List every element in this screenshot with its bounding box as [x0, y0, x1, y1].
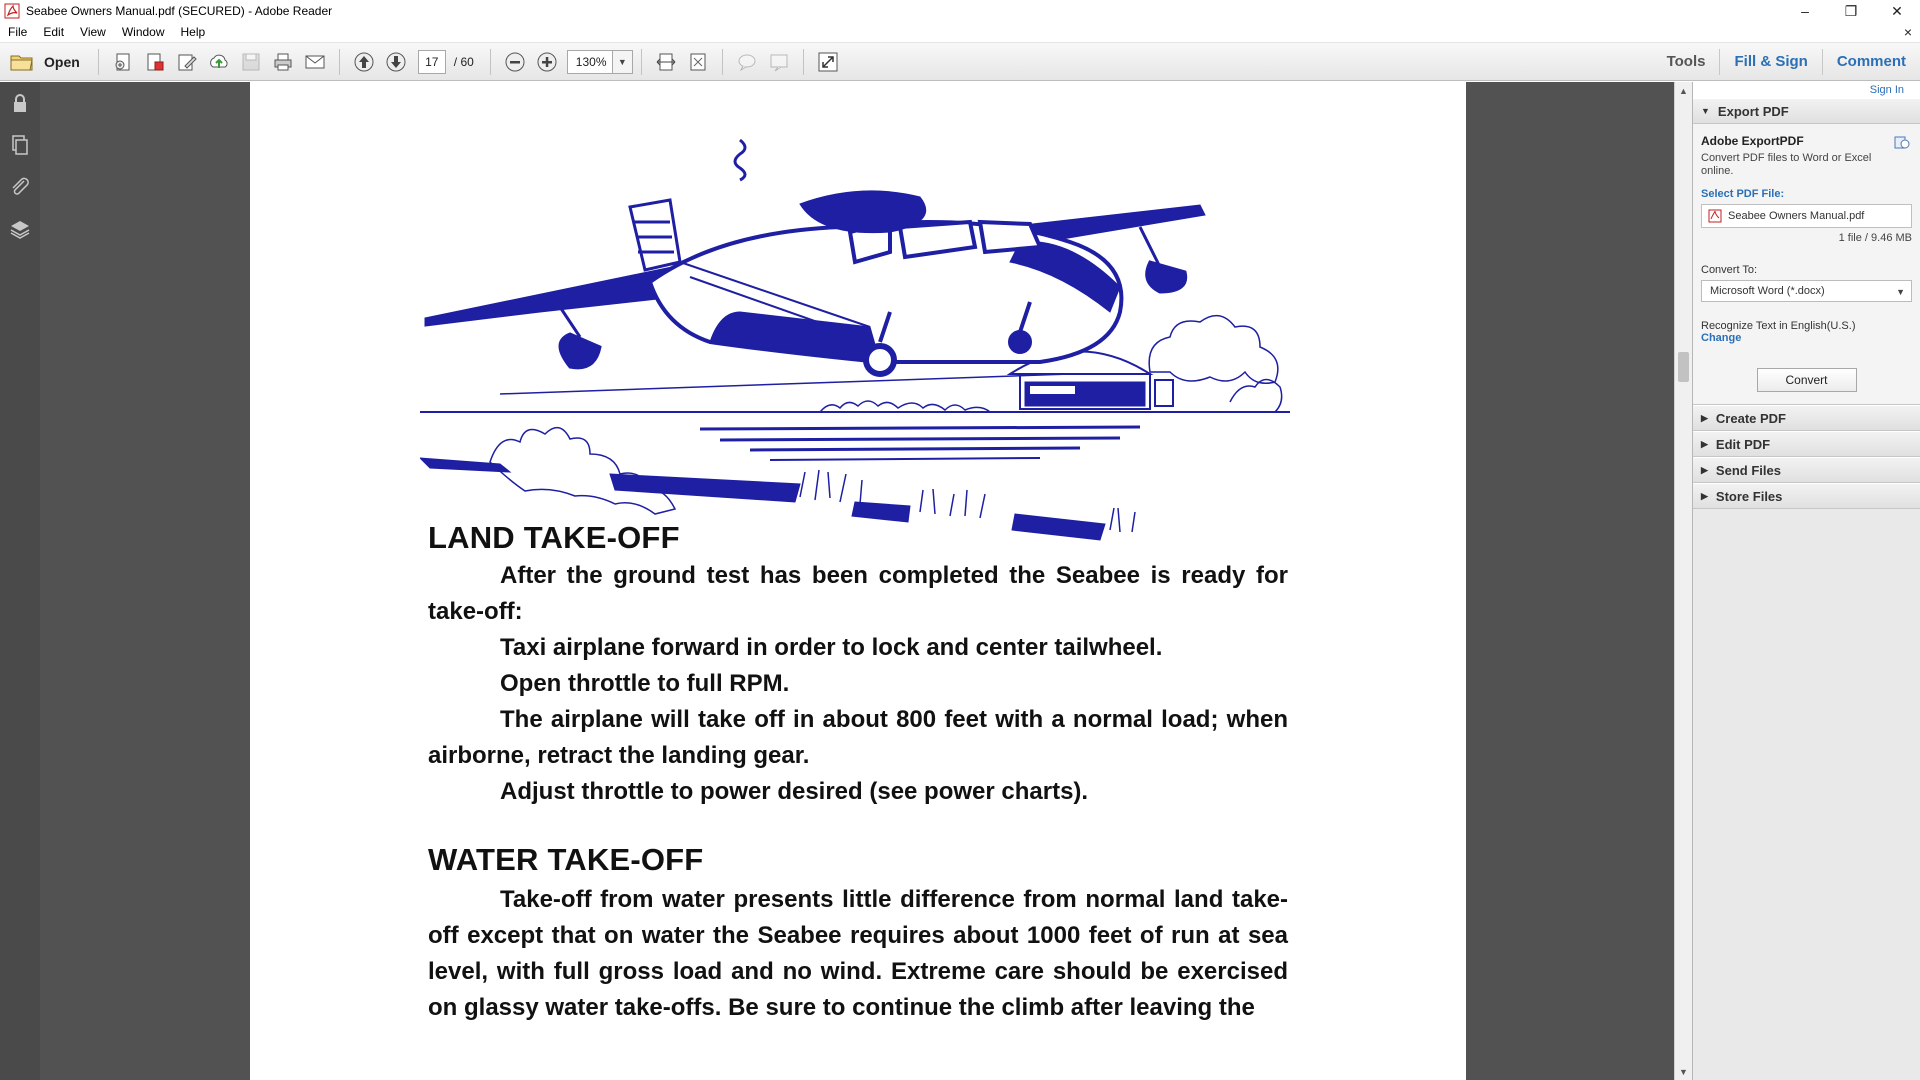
convert-to-label: Convert To:: [1701, 264, 1758, 276]
scroll-up-arrow-icon[interactable]: ▲: [1679, 85, 1688, 96]
document-view[interactable]: [40, 82, 1674, 1080]
comment-icon: [736, 51, 758, 73]
land-takeoff-paragraph-1: After the ground test has been completed the Seabee is ready for take-off:: [428, 562, 1288, 625]
zoom-select[interactable]: [567, 50, 633, 74]
menu-help[interactable]: Help: [180, 24, 206, 39]
water-takeoff-paragraph-1: Take-off from water presents little difference from normal land take-off except that on water the Seabee requires about 1000 feet of run at sea level, with full gross load and no wind. Extreme care should be exercised on glassy water take-offs. Be sure to continue the climb after leaving the: [428, 886, 1288, 1021]
convert-to-value: Microsoft Word (*.docx): [1710, 285, 1825, 297]
edit-button[interactable]: [172, 47, 202, 77]
previous-page-button[interactable]: [349, 47, 379, 77]
attachments-nav-button[interactable]: [0, 166, 40, 208]
open-label: Open: [44, 53, 80, 70]
minimize-button[interactable]: –: [1801, 3, 1809, 19]
seabee-airplane-illustration: [420, 112, 1290, 562]
create-pdf-section-header[interactable]: [1693, 405, 1920, 431]
page-number-input[interactable]: 17: [418, 50, 446, 74]
land-takeoff-paragraph-3: Open throttle to full RPM.: [500, 670, 790, 697]
change-language-link[interactable]: Change: [1701, 332, 1742, 344]
attachment-icon: [9, 176, 31, 198]
previous-page-icon: [353, 51, 375, 73]
sign-in-link[interactable]: Sign In: [1693, 82, 1920, 98]
menu-bar: [0, 22, 1920, 43]
file-size-info: 1 file / 9.46 MB: [1838, 232, 1912, 244]
scrollbar-thumb[interactable]: [1678, 352, 1689, 382]
email-button[interactable]: [300, 47, 330, 77]
pdf-file-icon: [1708, 209, 1722, 223]
edit-pdf-section-header[interactable]: [1693, 431, 1920, 457]
triangle-down-icon: ▼: [1701, 106, 1710, 116]
page-thumbnails-nav-button[interactable]: [0, 124, 40, 166]
next-page-icon: [385, 51, 407, 73]
tools-pane: [1692, 82, 1920, 1080]
edit-icon: [176, 51, 198, 73]
convert-to-select[interactable]: [1701, 280, 1912, 302]
triangle-right-icon: ▶: [1701, 412, 1708, 423]
fill-sign-pane-button[interactable]: Fill & Sign: [1734, 53, 1808, 70]
page-total: / 60: [453, 54, 474, 69]
lock-icon: [9, 92, 31, 114]
pages-icon: [9, 134, 31, 156]
print-button[interactable]: [268, 47, 298, 77]
fit-width-button[interactable]: [651, 47, 681, 77]
toolbar-separator: [339, 49, 340, 75]
open-button[interactable]: [8, 47, 90, 77]
fit-page-icon: [687, 51, 709, 73]
export-online-icon: [1894, 134, 1910, 150]
land-takeoff-paragraph-2: Taxi airplane forward in order to lock and center tailwheel.: [500, 634, 1163, 661]
email-icon: [304, 51, 326, 73]
triangle-right-icon: ▶: [1701, 438, 1708, 449]
select-file-label: Select PDF File:: [1701, 188, 1785, 200]
upload-button[interactable]: [204, 47, 234, 77]
print-icon: [272, 51, 294, 73]
send-files-label: Send Files: [1715, 462, 1781, 478]
zoom-input[interactable]: 130%: [567, 50, 613, 74]
recognize-text-info: Recognize Text in English(U.S.): [1701, 320, 1856, 332]
store-files-section-header[interactable]: [1693, 483, 1920, 509]
restore-button[interactable]: ❐: [1844, 2, 1858, 19]
create-pdf-label: Create PDF: [1715, 410, 1786, 426]
toolbar-separator: [98, 49, 99, 75]
toolbar-separator: [803, 49, 804, 75]
create-pdf-button[interactable]: [108, 47, 138, 77]
chevron-down-icon: ▼: [1896, 287, 1905, 297]
export-title: Adobe ExportPDF: [1701, 134, 1804, 148]
tools-pane-button[interactable]: Tools: [1666, 53, 1706, 70]
scroll-down-arrow-icon[interactable]: ▼: [1679, 1066, 1688, 1077]
export-pdf-button[interactable]: [140, 47, 170, 77]
zoom-out-button[interactable]: [500, 47, 530, 77]
selected-file-field[interactable]: [1701, 204, 1912, 228]
land-takeoff-paragraph-5: Adjust throttle to power desired (see power charts).: [500, 778, 1089, 805]
menu-file[interactable]: File: [8, 24, 28, 39]
export-pdf-label: Export PDF: [1717, 103, 1789, 119]
save-icon: [240, 51, 262, 73]
menu-view[interactable]: View: [80, 24, 106, 39]
create-pdf-icon: [112, 51, 134, 73]
navigation-pane: [0, 82, 40, 1080]
layers-icon: [9, 218, 31, 240]
close-button[interactable]: ✕: [1891, 2, 1903, 19]
layers-nav-button[interactable]: [0, 208, 40, 250]
export-pdf-section-header[interactable]: [1693, 98, 1920, 124]
export-pdf-panel: [1693, 124, 1920, 405]
selected-file-name: Seabee Owners Manual.pdf: [1728, 210, 1865, 222]
upload-icon: [208, 51, 230, 73]
title-bar: [0, 0, 1920, 22]
land-takeoff-heading: LAND TAKE-OFF: [428, 520, 680, 555]
triangle-right-icon: ▶: [1701, 490, 1708, 501]
highlight-icon: [768, 51, 790, 73]
full-screen-icon: [817, 51, 839, 73]
fit-width-icon: [655, 51, 677, 73]
send-files-section-header[interactable]: [1693, 457, 1920, 483]
export-description: Convert PDF files to Word or Excel online.: [1701, 152, 1872, 177]
document-scrollbar[interactable]: [1674, 82, 1692, 1080]
close-document-button[interactable]: ×: [1903, 24, 1912, 40]
folder-icon: [10, 53, 34, 71]
toolbar-separator: [641, 49, 642, 75]
next-page-button[interactable]: [381, 47, 411, 77]
water-takeoff-heading: WATER TAKE-OFF: [428, 842, 704, 877]
window-title: Seabee Owners Manual.pdf (SECURED) - Adobe Reader: [26, 4, 333, 18]
security-nav-button[interactable]: [0, 82, 40, 124]
comment-pane-button[interactable]: Comment: [1836, 53, 1906, 70]
full-screen-button[interactable]: [813, 47, 843, 77]
land-takeoff-paragraph-4: The airplane will take off in about 800 feet with a normal load; when airborne, retract the landing gear.: [428, 706, 1288, 769]
convert-button[interactable]: Convert: [1757, 368, 1857, 392]
edit-pdf-label: Edit PDF: [1715, 436, 1771, 452]
save-button[interactable]: [236, 47, 266, 77]
menu-edit[interactable]: Edit: [43, 24, 65, 39]
zoom-in-icon: [536, 51, 558, 73]
fit-page-button[interactable]: [683, 47, 713, 77]
menu-window[interactable]: Window: [121, 24, 165, 39]
export-pdf-icon: [144, 51, 166, 73]
store-files-label: Store Files: [1715, 488, 1783, 504]
toolbar-separator: [490, 49, 491, 75]
adobe-reader-icon: [4, 3, 20, 19]
main-toolbar: [0, 43, 1920, 81]
toolbar-separator: [722, 49, 723, 75]
zoom-in-button[interactable]: [532, 47, 562, 77]
comment-button[interactable]: [732, 47, 762, 77]
triangle-right-icon: ▶: [1701, 464, 1708, 475]
zoom-out-icon: [504, 51, 526, 73]
chevron-down-icon[interactable]: ▼: [613, 50, 633, 74]
highlight-button[interactable]: [764, 47, 794, 77]
pdf-page: [250, 82, 1466, 1080]
